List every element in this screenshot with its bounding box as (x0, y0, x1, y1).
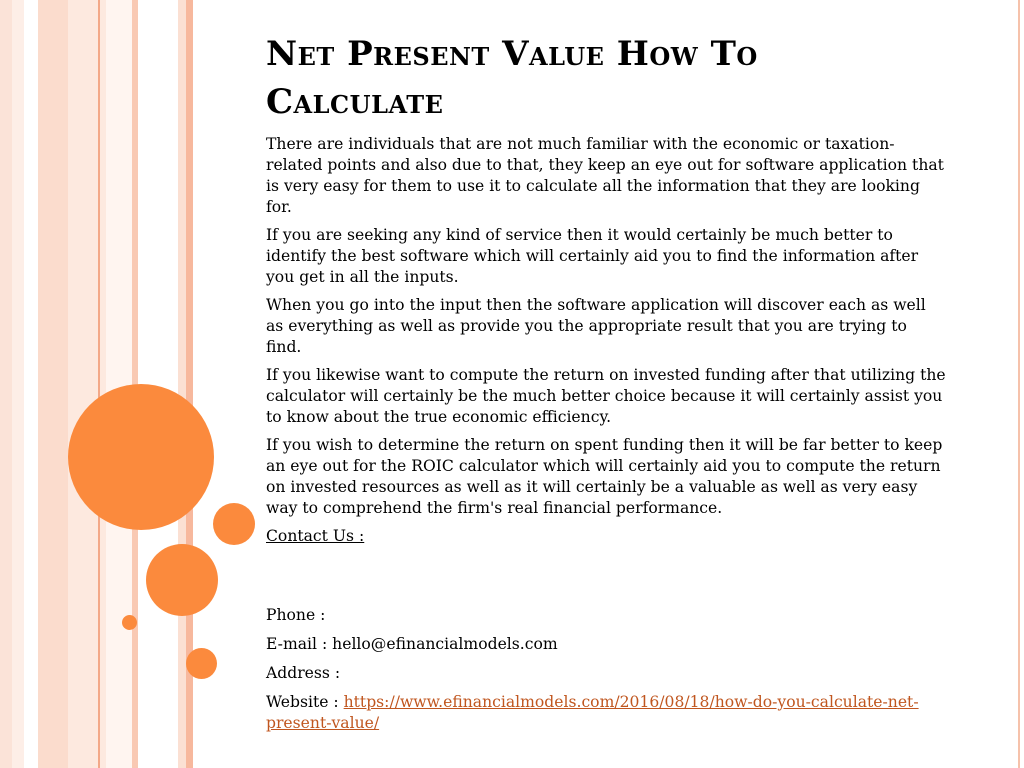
email-line (266, 634, 946, 655)
website-line (266, 692, 946, 734)
decor-stripe (68, 0, 106, 768)
paragraph: If you are seeking any kind of service then it would certainly be much better to identify the best software which will certainly aid you to find the information after you get in all the inputs. (266, 226, 919, 286)
decor-stripe (24, 0, 38, 768)
paragraph: There are individuals that are not much familiar with the economic or taxation-related points and also due to that, they keep an eye out for software application that is very easy for them to use it to calculate all the information that they are looking for. (266, 135, 944, 216)
decor-circle (186, 648, 217, 679)
decor-stripe (0, 0, 12, 768)
website-link[interactable]: https://www.efinancialmodels.com/2016/08/18/how-do-you-calculate-net-present-value/ (266, 693, 919, 732)
decor-stripe (38, 0, 68, 768)
decor-stripe (178, 0, 186, 768)
decor-circle (146, 544, 218, 616)
paragraph: If you likewise want to compute the return on invested funding after that utilizing the calculator will certainly be the much better choice because it will certainly assist you to know about the true economic efficiency. (266, 366, 946, 426)
decor-circle (213, 503, 255, 545)
decor-line (1018, 0, 1020, 768)
decor-circle-large (68, 384, 214, 530)
paragraph: If you wish to determine the return on spent funding then it will be far better to keep an eye out for the ROIC calculator which will certainly aid you to compute the return on invested resources as well as it will certainly be a valuable as well as very easy way to comprehend the firm's real financial performance. (266, 436, 943, 517)
website-label: Website : (266, 693, 344, 711)
email-label: E-mail : (266, 635, 333, 653)
email-value: hello@efinancialmodels.com (332, 635, 558, 653)
paragraph: When you go into the input then the software application will discover each as well as everything as well as provide you the appropriate result that you are trying to find. (266, 296, 926, 356)
phone-line: Phone : (266, 606, 326, 624)
decor-stripe (12, 0, 24, 768)
page-title: Net Present Value How To Calculate (266, 34, 758, 122)
decor-circle-small (122, 615, 137, 630)
content (266, 30, 946, 742)
address-line: Address : (266, 664, 341, 682)
decor-line (98, 0, 100, 768)
contact-heading: Contact Us : (266, 527, 365, 545)
